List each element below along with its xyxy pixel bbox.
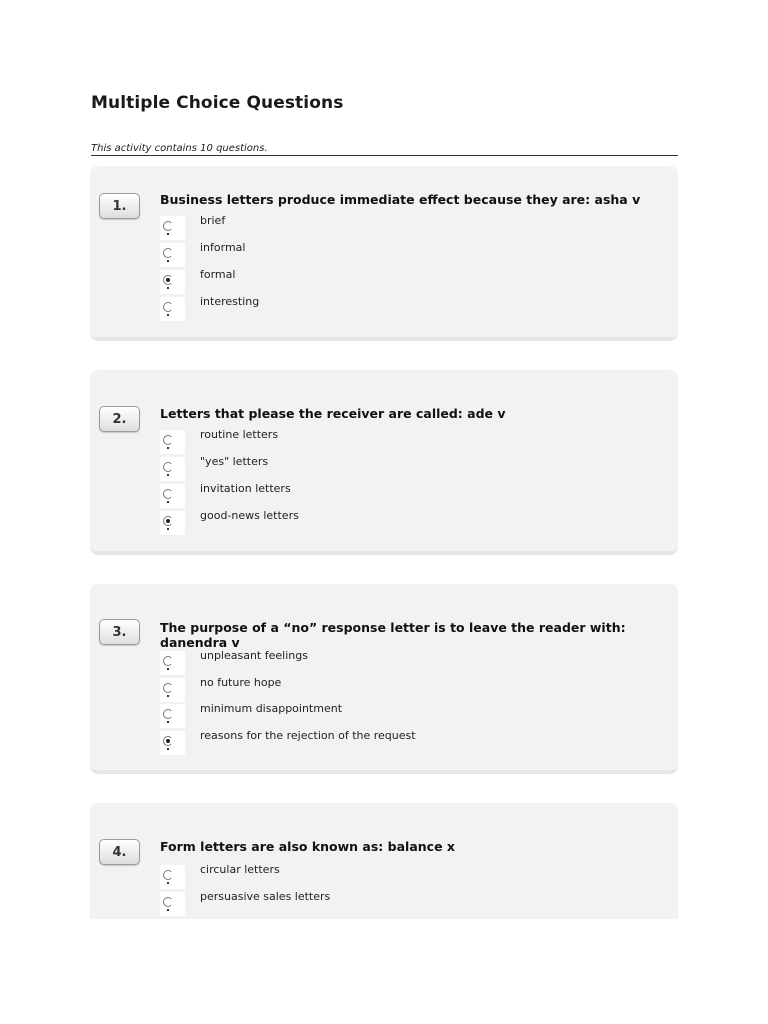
option-row [160,731,660,755]
page-title: Multiple Choice Questions [91,93,344,113]
option-label: good-news letters [200,509,299,522]
radio-button[interactable] [160,704,185,728]
activity-intro: This activity contains 10 questions. [91,143,678,156]
option-label: informal [200,241,246,254]
option-label: routine letters [200,428,279,441]
radio-button[interactable] [160,484,185,508]
question-card-1 [90,166,678,341]
radio-button[interactable] [160,678,185,702]
option-row [160,865,660,889]
radio-checked-icon [163,275,173,285]
option-label: circular letters [200,863,280,876]
radio-button[interactable] [160,457,185,481]
option-row [160,484,660,508]
option-label: minimum disappointment [200,702,343,715]
radio-button[interactable] [160,270,185,294]
radio-circle-icon [163,221,173,231]
radio-circle-icon [163,302,173,312]
option-row [160,243,660,267]
radio-circle-icon [163,435,173,445]
option-row [160,270,660,294]
radio-circle-icon [163,656,173,666]
question-card-4 [90,803,678,919]
question-number-badge: 1. [99,193,140,219]
question-text: Business letters produce immediate effect because they are: asha v [160,192,641,207]
option-label: unpleasant feelings [200,649,308,662]
option-label: brief [200,214,226,227]
radio-button[interactable] [160,297,185,321]
radio-button[interactable] [160,511,185,535]
question-card-3 [90,584,678,774]
radio-button[interactable] [160,651,185,675]
radio-button[interactable] [160,243,185,267]
option-label: no future hope [200,676,282,689]
radio-checked-icon [163,736,173,746]
question-text: Letters that please the receiver are called: ade v [160,406,506,421]
radio-circle-icon [163,462,173,472]
question-number-badge: 3. [99,619,140,645]
radio-button[interactable] [160,216,185,240]
radio-button[interactable] [160,865,185,889]
option-label: reasons for the rejection of the request [200,729,416,742]
radio-circle-icon [163,870,173,880]
option-row [160,297,660,321]
radio-circle-icon [163,489,173,499]
question-card-2 [90,370,678,555]
question-number-badge: 4. [99,839,140,865]
radio-circle-icon [163,709,173,719]
radio-checked-icon [163,516,173,526]
option-row [160,651,660,675]
option-row [160,704,660,728]
radio-circle-icon [163,248,173,258]
option-label: persuasive sales letters [200,890,331,903]
option-label: interesting [200,295,260,308]
radio-circle-icon [163,683,173,693]
option-row [160,511,660,535]
radio-button[interactable] [160,731,185,755]
option-row [160,457,660,481]
option-label: invitation letters [200,482,291,495]
option-row [160,216,660,240]
radio-button[interactable] [160,430,185,454]
question-text: The purpose of a “no” response letter is to leave the reader with: danendra v [160,620,626,650]
option-row [160,892,660,916]
radio-button[interactable] [160,892,185,916]
option-row [160,678,660,702]
question-text: Form letters are also known as: balance x [160,839,455,854]
option-label: "yes" letters [200,455,269,468]
option-label: formal [200,268,236,281]
radio-circle-icon [163,897,173,907]
question-number-badge: 2. [99,406,140,432]
option-row [160,430,660,454]
